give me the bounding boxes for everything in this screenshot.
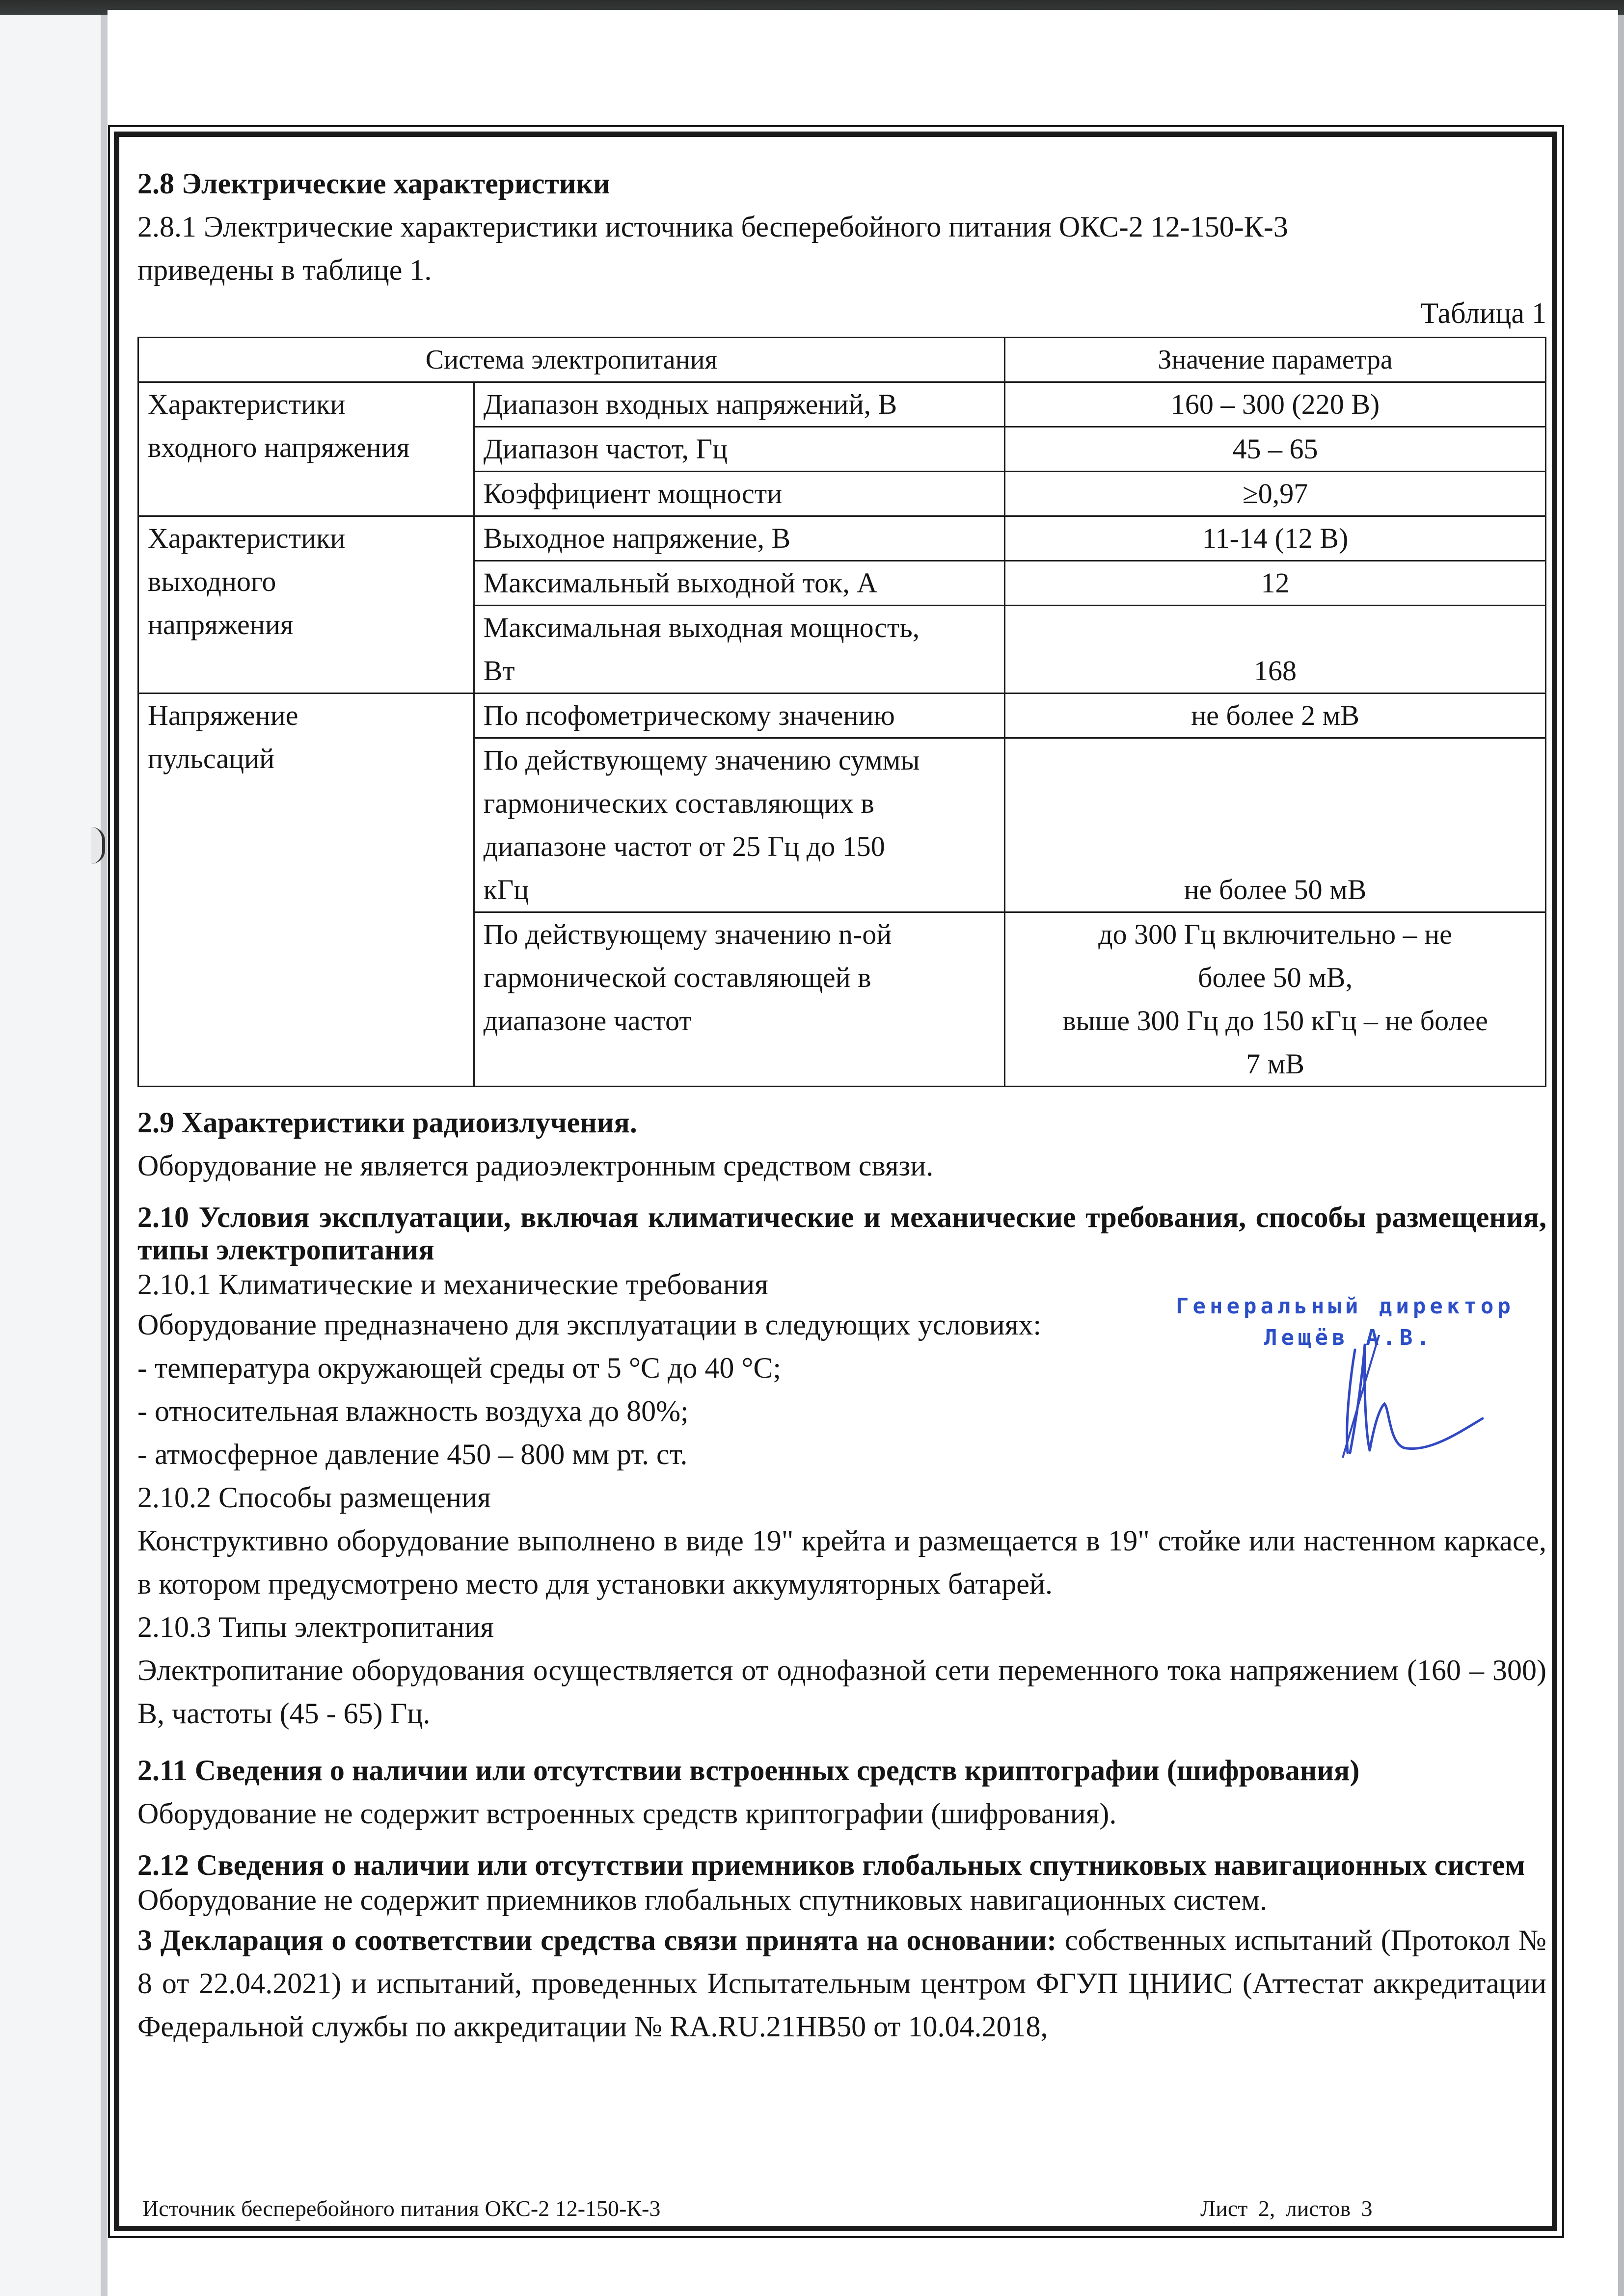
value-cell: не более 50 мВ (1005, 738, 1546, 912)
header-system: Система электропитания (138, 338, 1005, 382)
section-2-10-2-title: 2.10.2 Способы размещения (137, 1481, 491, 1514)
table-row (138, 516, 1546, 561)
value-cell: не более 2 мВ (1005, 694, 1546, 738)
section-3-text: собственных испытаний (Протокол № 8 от 22.04.2021) и испытаний, проведенных Испытательным центром ФГУП ЦНИИС (Аттестат аккредитации Федеральной службы по аккредитации № RA.RU.21НВ50 от 10.04.2018, (137, 1924, 1546, 2043)
group-label-line: Характеристики (148, 522, 346, 554)
table-row (138, 694, 1546, 738)
param-cell (474, 912, 1005, 1087)
section-2-11-text: Оборудование не содержит встроенных средств криптографии (шифрования). (137, 1797, 1117, 1830)
param-cell: Коэффициент мощности (474, 472, 1005, 516)
section-2-10-2-text: Конструктивно оборудование выполнено в виде 19" крейта и размещается в 19" стойке или настенном каркасе, в котором предусмотрено место для установки аккумуляторных батарей. (137, 1524, 1546, 1600)
header-value: Значение параметра (1005, 338, 1546, 382)
section-2-8-heading: 2.8 Электрические характеристики (137, 167, 610, 200)
value-cell: 12 (1005, 561, 1546, 606)
param-line: диапазоне частот от 25 Гц до 150 (483, 830, 885, 862)
group-label-line: выходного (148, 565, 276, 597)
group-label-input (138, 382, 474, 516)
document-body (137, 162, 1546, 2048)
section-2-10-1-title: 2.10.1 Климатические и механические требования (137, 1268, 768, 1301)
group-label-output (138, 516, 474, 694)
section-2-10-3-title: 2.10.3 Типы электропитания (137, 1611, 494, 1643)
scanner-right-edge (1618, 15, 1624, 2296)
section-3-heading: 3 Декларация о соответствии средства связи принята на основании: (137, 1924, 1057, 1956)
value-line: выше 300 Гц до 150 кГц – не более (1062, 1005, 1488, 1037)
group-label-ripple (138, 694, 474, 1087)
section-2-10-1-intro: Оборудование предназначено для эксплуатации в следующих условиях: (137, 1308, 1042, 1341)
param-cell: Диапазон входных напряжений, В (474, 382, 1005, 427)
param-cell: Диапазон частот, Гц (474, 427, 1005, 472)
footer-document-name: Источник бесперебойного питания ОКС-2 12-150-К-3 (142, 2196, 661, 2221)
section-2-8-intro-line2: приведены в таблице 1. (137, 254, 432, 286)
param-line: По действующему значению суммы (483, 744, 920, 776)
condition-item: - атмосферное давление 450 – 800 мм рт. ст. (137, 1438, 688, 1470)
condition-item: - относительная влажность воздуха до 80%; (137, 1395, 689, 1427)
electrical-specs-table (137, 337, 1546, 1087)
signature-icon (1335, 1335, 1492, 1463)
scanner-left-edge (0, 15, 108, 2296)
table-row (138, 382, 1546, 427)
group-label-line: напряжения (148, 609, 294, 641)
stamp-name: Лещёв А.В. (1264, 1325, 1434, 1350)
param-line: диапазоне частот (483, 1005, 692, 1037)
param-line: По действующему значению n-ой (483, 918, 892, 950)
param-line: гармонической составляющей в (483, 961, 871, 993)
section-2-8-intro-line1: 2.8.1 Электрические характеристики источника бесперебойного питания ОКС-2 12-150-К-3 (137, 211, 1288, 243)
value-line: более 50 мВ, (1198, 961, 1353, 993)
value-cell: 11-14 (12 В) (1005, 516, 1546, 561)
stamp-title: Генеральный директор (1176, 1294, 1515, 1319)
value-cell: 168 (1005, 606, 1546, 694)
value-line: 7 мВ (1246, 1048, 1304, 1080)
param-cell (474, 738, 1005, 912)
value-cell: 160 – 300 (220 В) (1005, 382, 1546, 427)
group-label-line: Напряжение (148, 699, 298, 731)
value-line: до 300 Гц включительно – не (1098, 918, 1452, 950)
section-2-9-text: Оборудование не является радиоэлектронным средством связи. (137, 1149, 934, 1182)
section-2-12-heading: 2.12 Сведения о наличии или отсутствии приемников глобальных спутниковых навигационных систем (137, 1849, 1525, 1881)
section-3-paragraph (137, 1919, 1546, 2048)
param-cell: Максимальный выходной ток, А (474, 561, 1005, 606)
param-cell (474, 606, 1005, 694)
param-cell: По псофометрическому значению (474, 694, 1005, 738)
param-cell: Выходное напряжение, В (474, 516, 1005, 561)
param-line: Максимальная выходная мощность, (483, 612, 920, 643)
group-label-line: пульсаций (148, 743, 275, 774)
section-2-9-heading: 2.9 Характеристики радиоизлучения. (137, 1106, 637, 1139)
section-2-12-text: Оборудование не содержит приемников глобальных спутниковых навигационных систем. (137, 1884, 1268, 1916)
table-header-row (138, 338, 1546, 382)
param-line: Вт (483, 655, 515, 687)
section-2-11-heading: 2.11 Сведения о наличии или отсутствии встроенных средств криптографии (шифрования) (137, 1754, 1360, 1787)
section-2-10-3-text: Электропитание оборудования осуществляется от однофазной сети переменного тока напряжением (160 – 300) В, частоты (45 - 65) Гц. (137, 1654, 1546, 1730)
table-caption: Таблица 1 (1420, 297, 1546, 329)
group-label-line: Характеристики (148, 388, 346, 420)
group-label-line: входного напряжения (148, 431, 410, 463)
value-cell: ≥0,97 (1005, 472, 1546, 516)
footer-page-number: Лист 2, листов 3 (1200, 2196, 1373, 2221)
section-2-10-heading: 2.10 Условия эксплуатации, включая климатические и механические требования, способы размещения, типы электропитания (137, 1201, 1546, 1266)
param-line: кГц (483, 874, 529, 906)
value-cell: 45 – 65 (1005, 427, 1546, 472)
value-cell (1005, 912, 1546, 1087)
condition-item: - температура окружающей среды от 5 °С до 40 °С; (137, 1352, 782, 1384)
param-line: гармонических составляющих в (483, 787, 874, 819)
